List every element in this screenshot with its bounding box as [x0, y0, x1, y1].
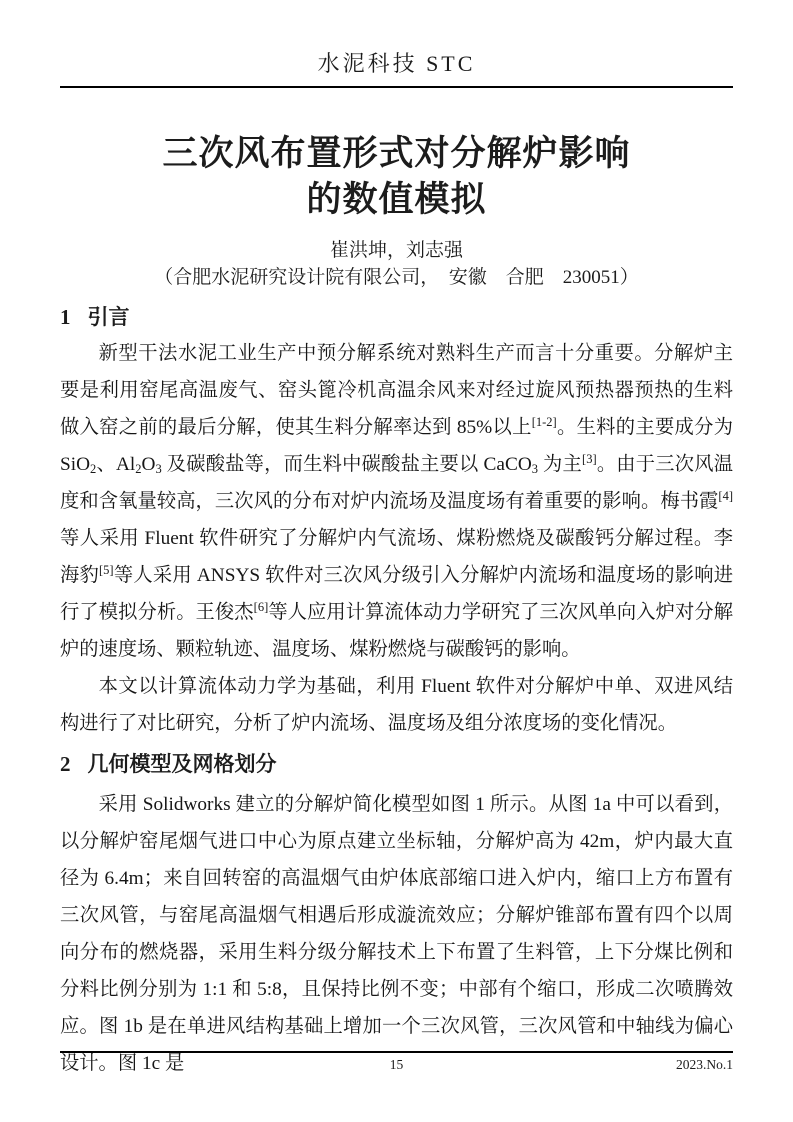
page-content	[60, 0, 733, 1082]
section-heading-1	[60, 303, 733, 332]
journal-title: 水泥科技 STC	[317, 51, 476, 76]
article-title	[60, 131, 733, 223]
article-title-line1: 三次风布置形式对分解炉影响	[162, 134, 631, 173]
page-footer	[60, 1051, 733, 1079]
page-number: 15	[389, 1057, 404, 1072]
header-divider	[60, 86, 733, 88]
authors: 崔洪坤，刘志强	[329, 240, 463, 261]
article-title-line2: 的数值模拟	[306, 180, 487, 219]
paragraph-intro-1: 新型干法水泥工业生产中预分解系统对熟料生产而言十分重要。分解炉主要是利用窑尾高温废气、窑头篦冷机高温余风来对经过旋风预热器预热的生料做入窑之前的最后分解，使其生料分解率达到 85%以上[1-2]。生料的主要成分为 SiO$_2$、$Al_2O_3$ 及碳酸盐等，而生料中碳酸盐主要以 CaCO$_3$ 为主[3]。由于三次风温度和含氧量较高，三次风的分布对炉内流场及温度场有着重要的影响。梅书霞[4]等人采用 Fluent 软件研究了分解炉内气流场、煤粉燃烧及碳酸钙分解过程。李海豹[5]等人采用 ANSYS 软件对三次风分级引入分解炉内流场和温度场的影响进行了模拟分析。王俊杰[6]等人应用计算流体动力学研究了三次风单向入炉对分解炉的速度场、颗粒轨迹、温度场、煤粉燃烧与碳酸钙的影响。	[60, 343, 734, 660]
section-number: 1	[60, 305, 71, 329]
section-number: 2	[60, 752, 71, 776]
section-heading-2	[60, 750, 733, 779]
issue-label: 2023.No.1	[676, 1057, 733, 1072]
running-header	[60, 0, 733, 88]
paragraph-model-1: 采用 Solidworks 建立的分解炉简化模型如图 1 所示。从图 1a 中可以看到，以分解炉窑尾烟气进口中心为原点建立坐标轴，分解炉高为 42m，炉内最大直径为 6.4m；来自回转窑的高温烟气由炉体底部缩口进入炉内，缩口上方布置有三次风管，与窑尾高温烟气相遇后形成漩流效应；分解炉锥部布置有四个以周向分布的燃烧器，采用生料分级分解技术上下布置了生料管，上下分煤比例和分料比例分别为 1:1 和 5:8，且保持比例不变；中部有个缩口，形成二次喷腾效应。图 1b 是在单进风结构基础上增加一个三次风管，三次风管和中轴线为偏心设计。图 1c 是	[60, 794, 733, 1074]
section-title: 引言	[87, 306, 130, 329]
paragraph-intro-2: 本文以计算流体动力学为基础，利用 Fluent 软件对分解炉中单、双进风结构进行了对比研究，分析了炉内流场、温度场及组分浓度场的变化情况。	[60, 676, 733, 734]
affiliation: （合肥水泥研究设计院有限公司， 安徽 合肥 230051）	[154, 267, 639, 288]
section-title: 几何模型及网格划分	[87, 753, 277, 776]
